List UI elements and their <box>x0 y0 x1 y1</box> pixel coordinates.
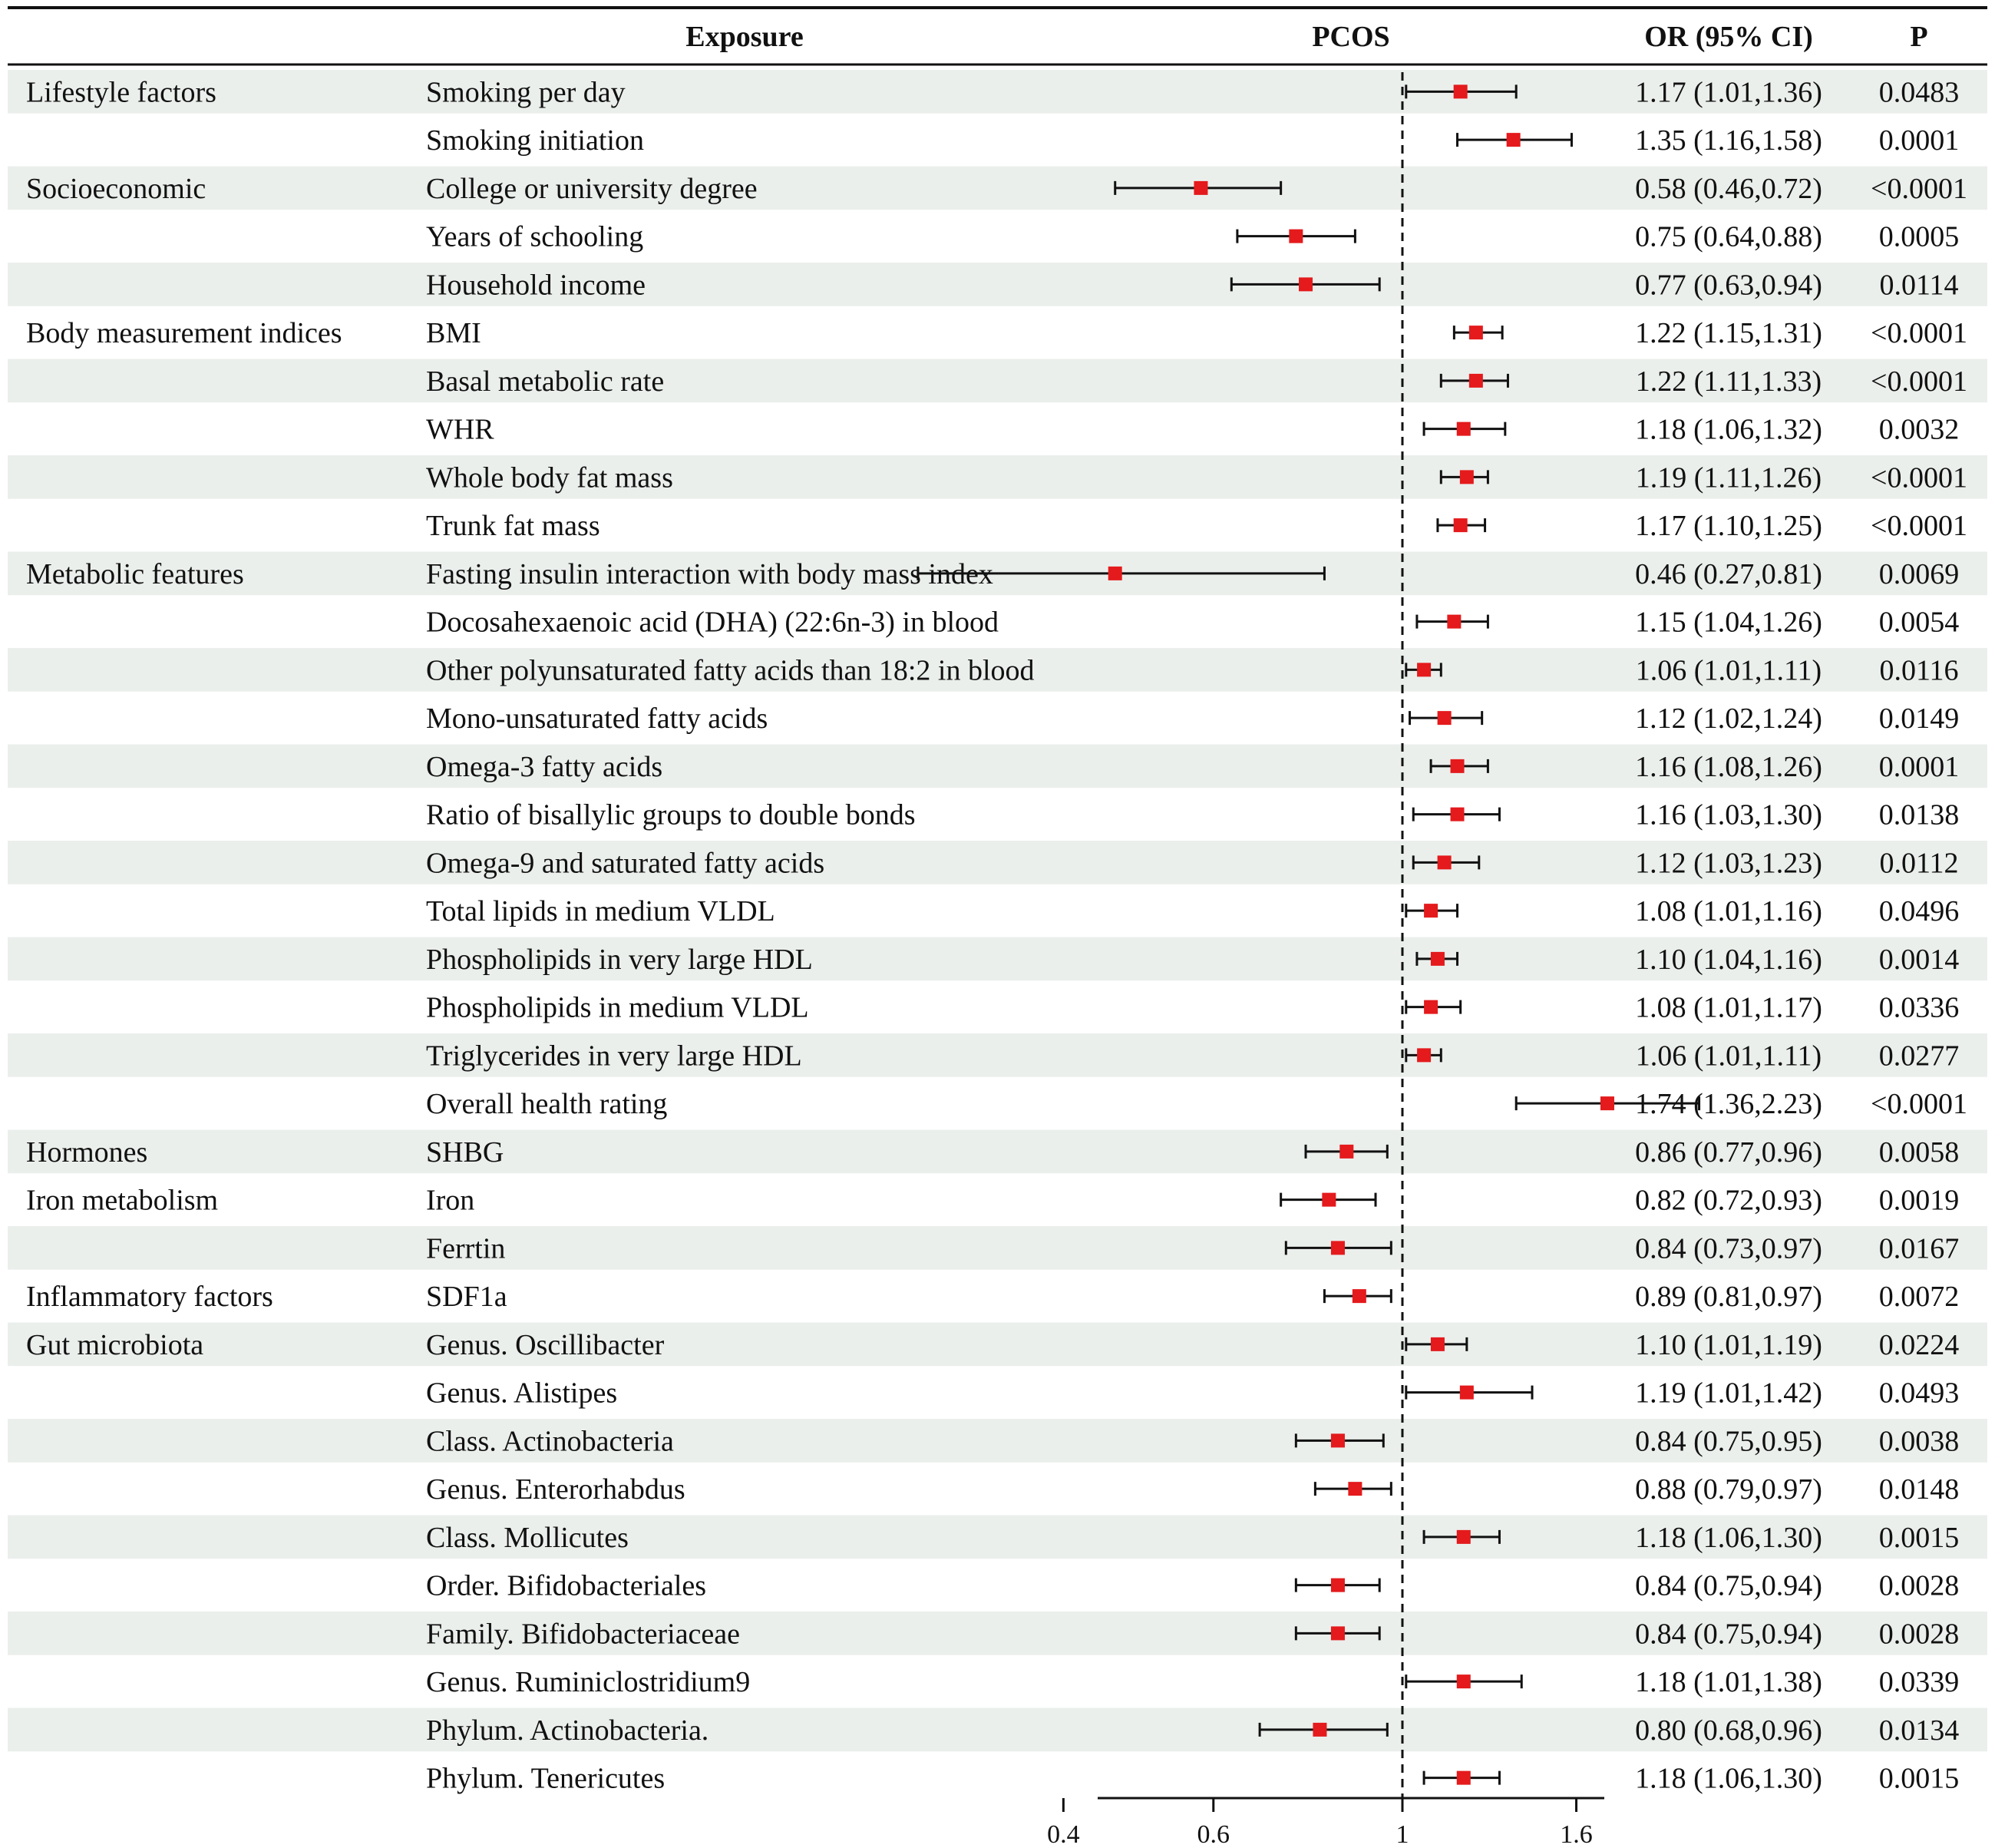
point-estimate <box>1431 1337 1445 1351</box>
category-label: Hormones <box>26 1136 148 1169</box>
exposure-label: Household income <box>426 269 646 302</box>
exposure-label: Other polyunsaturated fatty acids than 18:2 in blood <box>426 654 1035 687</box>
or-ci-value: 1.08 (1.01,1.17) <box>1635 991 1822 1024</box>
exposure-label: Order. Bifidobacteriales <box>426 1569 707 1602</box>
p-value: 0.0038 <box>1878 1425 1960 1458</box>
point-estimate <box>1469 374 1483 388</box>
p-value: <0.0001 <box>1871 1088 1967 1121</box>
p-value: 0.0116 <box>1879 654 1959 687</box>
p-value: 0.0483 <box>1878 76 1960 109</box>
p-value: 0.0014 <box>1878 943 1960 976</box>
point-estimate <box>1457 1530 1471 1544</box>
point-estimate <box>1331 1241 1345 1255</box>
p-value: 0.0015 <box>1878 1762 1960 1795</box>
header-exposure: Exposure <box>685 21 804 53</box>
or-ci-value: 0.82 (0.72,0.93) <box>1635 1184 1822 1217</box>
exposure-label: BMI <box>426 317 481 350</box>
or-ci-value: 1.17 (1.10,1.25) <box>1635 510 1822 543</box>
p-value: <0.0001 <box>1871 172 1967 205</box>
or-ci-value: 1.17 (1.01,1.36) <box>1635 76 1822 109</box>
x-tick-label: 1 <box>1396 1820 1409 1848</box>
exposure-label: Phospholipids in medium VLDL <box>426 991 809 1024</box>
exposure-label: Class. Mollicutes <box>426 1521 629 1554</box>
p-value: 0.0134 <box>1878 1714 1960 1747</box>
or-ci-value: 1.35 (1.16,1.58) <box>1635 124 1822 157</box>
header-pcos: PCOS <box>1312 21 1390 53</box>
p-value: <0.0001 <box>1871 365 1967 398</box>
exposure-label: College or university degree <box>426 172 758 205</box>
or-ci-value: 1.12 (1.02,1.24) <box>1635 703 1822 736</box>
exposure-label: Genus. Oscillibacter <box>426 1328 665 1361</box>
p-value: 0.0224 <box>1878 1328 1960 1361</box>
p-value: 0.0149 <box>1878 703 1960 736</box>
or-ci-value: 0.84 (0.75,0.95) <box>1635 1425 1822 1458</box>
point-estimate <box>1424 1000 1438 1014</box>
category-label: Metabolic features <box>26 557 244 590</box>
exposure-label: Family. Bifidobacteriaceae <box>426 1618 741 1651</box>
exposure-label: Phospholipids in very large HDL <box>426 943 813 976</box>
point-estimate <box>1353 1289 1366 1303</box>
or-ci-value: 1.74 (1.36,2.23) <box>1635 1088 1822 1121</box>
p-value: 0.0032 <box>1878 413 1960 446</box>
p-value: 0.0339 <box>1878 1666 1960 1699</box>
or-ci-value: 1.22 (1.11,1.33) <box>1635 365 1822 398</box>
or-ci-value: 0.84 (0.75,0.94) <box>1635 1569 1822 1602</box>
x-tick-label: 0.4 <box>1047 1820 1080 1848</box>
p-value: 0.0001 <box>1878 124 1960 157</box>
point-estimate <box>1289 230 1303 243</box>
or-ci-value: 1.10 (1.01,1.19) <box>1635 1328 1822 1361</box>
exposure-label: Docosahexaenoic acid (DHA) (22:6n-3) in blood <box>426 606 999 639</box>
p-value: 0.0005 <box>1878 220 1960 253</box>
or-ci-value: 1.12 (1.03,1.23) <box>1635 847 1822 880</box>
p-value: 0.0001 <box>1878 750 1960 783</box>
p-value: 0.0112 <box>1879 847 1959 880</box>
point-estimate <box>1454 518 1468 532</box>
exposure-label: Genus. Ruminiclostridium9 <box>426 1666 751 1699</box>
point-estimate <box>1457 422 1471 436</box>
p-value: 0.0167 <box>1878 1232 1960 1265</box>
exposure-label: Whole body fat mass <box>426 461 673 494</box>
p-value: 0.0069 <box>1878 557 1960 590</box>
or-ci-value: 1.19 (1.01,1.42) <box>1635 1377 1822 1410</box>
p-value: 0.0054 <box>1878 606 1960 639</box>
p-value: 0.0015 <box>1878 1521 1960 1554</box>
point-estimate <box>1451 808 1465 822</box>
point-estimate <box>1454 84 1468 98</box>
point-estimate <box>1348 1482 1362 1496</box>
point-estimate <box>1451 759 1465 773</box>
p-value: 0.0114 <box>1879 269 1959 302</box>
exposure-label: SHBG <box>426 1136 504 1169</box>
point-estimate <box>1447 615 1461 629</box>
point-estimate <box>1417 1048 1431 1062</box>
p-value: 0.0336 <box>1878 991 1960 1024</box>
or-ci-value: 1.22 (1.15,1.31) <box>1635 317 1822 350</box>
x-axis <box>1047 1798 1604 1848</box>
point-estimate <box>1469 326 1483 339</box>
point-estimate <box>1424 904 1438 917</box>
point-estimate <box>1460 470 1474 484</box>
p-value: <0.0001 <box>1871 461 1967 494</box>
point-estimate <box>1417 663 1431 676</box>
point-estimate <box>1322 1193 1336 1207</box>
or-ci-value: 1.18 (1.06,1.30) <box>1635 1762 1822 1795</box>
exposure-label: SDF1a <box>426 1281 507 1314</box>
p-value: <0.0001 <box>1871 510 1967 543</box>
p-value: <0.0001 <box>1871 317 1967 350</box>
point-estimate <box>1194 181 1207 195</box>
exposure-label: Overall health rating <box>426 1088 668 1121</box>
point-estimate <box>1339 1145 1353 1159</box>
or-ci-value: 0.88 (0.79,0.97) <box>1635 1473 1822 1506</box>
or-ci-value: 0.77 (0.63,0.94) <box>1635 269 1822 302</box>
exposure-label: Class. Actinobacteria <box>426 1425 674 1458</box>
exposure-label: Triglycerides in very large HDL <box>426 1040 802 1073</box>
exposure-label: Phylum. Tenericutes <box>426 1762 666 1795</box>
exposure-label: Ratio of bisallylic groups to double bonds <box>426 798 916 831</box>
point-estimate <box>1431 952 1445 966</box>
exposure-label: Iron <box>426 1184 475 1217</box>
x-tick-label: 1.6 <box>1560 1820 1593 1848</box>
header-p: P <box>1910 21 1928 53</box>
exposure-label: Years of schooling <box>426 220 644 253</box>
or-ci-value: 0.86 (0.77,0.96) <box>1635 1136 1822 1169</box>
or-ci-value: 0.80 (0.68,0.96) <box>1635 1714 1822 1747</box>
or-ci-value: 0.46 (0.27,0.81) <box>1635 557 1822 590</box>
p-value: 0.0493 <box>1878 1377 1960 1410</box>
exposure-label: Fasting insulin interaction with body mass index <box>426 557 993 590</box>
or-ci-value: 1.10 (1.04,1.16) <box>1635 943 1822 976</box>
category-label: Lifestyle factors <box>26 76 216 109</box>
point-estimate <box>1507 133 1521 147</box>
exposure-label: Ferrtin <box>426 1232 506 1265</box>
or-ci-value: 1.19 (1.11,1.26) <box>1635 461 1822 494</box>
point-estimate <box>1313 1723 1326 1737</box>
exposure-label: Omega-9 and saturated fatty acids <box>426 847 825 880</box>
exposure-label: Smoking initiation <box>426 124 644 157</box>
exposure-label: Basal metabolic rate <box>426 365 665 398</box>
or-ci-value: 1.18 (1.01,1.38) <box>1635 1666 1822 1699</box>
exposure-label: Total lipids in medium VLDL <box>426 895 775 928</box>
or-ci-value: 0.75 (0.64,0.88) <box>1635 220 1822 253</box>
point-estimate <box>1600 1096 1614 1110</box>
p-value: 0.0019 <box>1878 1184 1960 1217</box>
p-value: 0.0058 <box>1878 1136 1960 1169</box>
or-ci-value: 1.06 (1.01,1.11) <box>1635 654 1822 687</box>
or-ci-value: 1.16 (1.03,1.30) <box>1635 798 1822 831</box>
point-estimate <box>1108 567 1122 580</box>
p-value: 0.0072 <box>1878 1281 1960 1314</box>
p-value: 0.0138 <box>1878 798 1960 831</box>
p-value: 0.0496 <box>1878 895 1960 928</box>
or-ci-value: 1.16 (1.08,1.26) <box>1635 750 1822 783</box>
exposure-label: Omega-3 fatty acids <box>426 750 663 783</box>
point-estimate <box>1457 1674 1471 1688</box>
point-estimate <box>1438 855 1452 869</box>
category-label: Gut microbiota <box>26 1328 204 1361</box>
point-estimate <box>1460 1386 1474 1400</box>
point-estimate <box>1299 277 1313 291</box>
point-estimate <box>1438 711 1452 725</box>
or-ci-value: 1.18 (1.06,1.32) <box>1635 413 1822 446</box>
or-ci-value: 1.18 (1.06,1.30) <box>1635 1521 1822 1554</box>
point-estimate <box>1331 1626 1345 1640</box>
p-value: 0.0148 <box>1878 1473 1960 1506</box>
or-ci-value: 0.84 (0.75,0.94) <box>1635 1618 1822 1651</box>
or-ci-value: 0.58 (0.46,0.72) <box>1635 172 1822 205</box>
p-value: 0.0277 <box>1878 1040 1960 1073</box>
or-ci-value: 0.89 (0.81,0.97) <box>1635 1281 1822 1314</box>
category-label: Iron metabolism <box>26 1184 219 1217</box>
category-label: Socioeconomic <box>26 172 206 205</box>
p-value: 0.0028 <box>1878 1569 1960 1602</box>
exposure-label: WHR <box>426 413 494 446</box>
or-ci-value: 1.15 (1.04,1.26) <box>1635 606 1822 639</box>
exposure-label: Phylum. Actinobacteria. <box>426 1714 709 1747</box>
or-ci-value: 1.08 (1.01,1.16) <box>1635 895 1822 928</box>
category-label: Body measurement indices <box>26 317 342 350</box>
p-value: 0.0028 <box>1878 1618 1960 1651</box>
category-label: Inflammatory factors <box>26 1281 273 1314</box>
header-or-ci: OR (95% CI) <box>1644 21 1813 53</box>
x-tick-label: 0.6 <box>1197 1820 1230 1848</box>
exposure-label: Genus. Enterorhabdus <box>426 1473 685 1506</box>
or-ci-value: 0.84 (0.73,0.97) <box>1635 1232 1822 1265</box>
or-ci-value: 1.06 (1.01,1.11) <box>1635 1040 1822 1073</box>
exposure-label: Smoking per day <box>426 76 626 109</box>
exposure-label: Mono-unsaturated fatty acids <box>426 703 768 736</box>
point-estimate <box>1457 1771 1471 1785</box>
point-estimate <box>1331 1579 1345 1592</box>
point-estimate <box>1331 1433 1345 1447</box>
exposure-label: Genus. Alistipes <box>426 1377 618 1410</box>
exposure-label: Trunk fat mass <box>426 510 600 543</box>
